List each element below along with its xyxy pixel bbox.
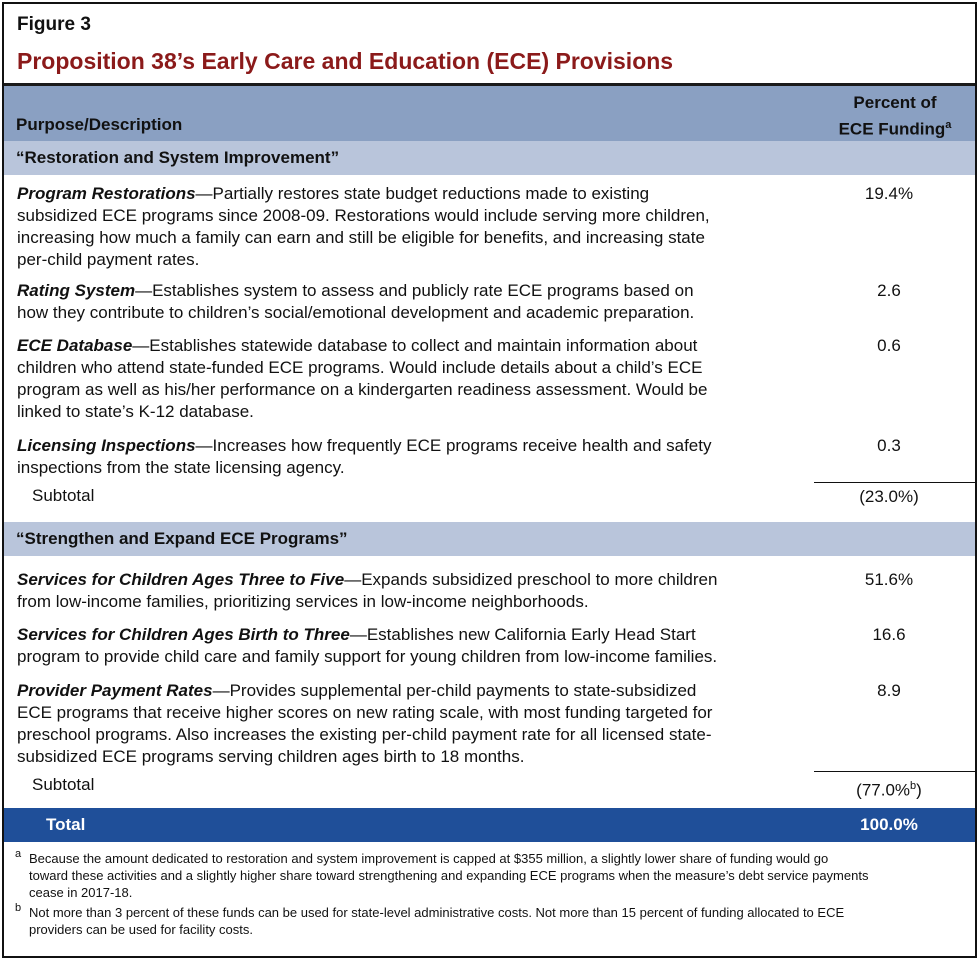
row-desc-line: per-child payment rates. [17, 250, 200, 269]
total-label: Total [46, 815, 86, 834]
row-desc-line: —Increases how frequently ECE programs receive health and safety [195, 436, 712, 455]
subtotal-value-text: (77.0% [856, 780, 911, 800]
figure-title: Proposition 38’s Early Care and Education (ECE) Provisions [17, 48, 674, 74]
footnote-line: Not more than 3 percent of these funds can be used for state-level administrative costs. Not more than 15 percent of funding allocated to ECE [29, 905, 845, 920]
subtotal-value: (23.0%) [859, 487, 919, 506]
column-header-purpose: Purpose/Description [16, 115, 183, 134]
footnote-ref-a: a [945, 119, 952, 131]
row-value: 16.6 [872, 625, 906, 644]
row-term: Services for Children Ages Birth to Three [17, 625, 350, 644]
row-value: 19.4% [864, 184, 914, 203]
row-desc-line: —Establishes new California Early Head Start [349, 625, 696, 644]
section-header-restoration [4, 141, 975, 175]
footnote-line: Because the amount dedicated to restoration and system improvement is capped at $355 million, a slightly lower share of funding would go [29, 851, 829, 866]
row-term: ECE Database [17, 336, 133, 355]
row-desc-line: inspections from the state licensing agency. [17, 458, 345, 477]
column-header-percent-line2 [825, 114, 965, 141]
section-header-strengthen [4, 522, 975, 556]
total-row [4, 808, 975, 842]
row-desc-line: —Establishes system to assess and publicly rate ECE programs based on [135, 281, 694, 300]
row-desc-line: preschool programs. Also increases the existing per-child payment rate for all licensed state- [17, 725, 712, 744]
table-header [4, 83, 975, 141]
table-row-services-birth-to-three [17, 624, 807, 668]
row-value: 0.6 [877, 336, 901, 355]
row-value: 8.9 [877, 681, 901, 700]
row-desc-line: ECE programs that receive higher scores on new rating scale, with most funding targeted for [17, 703, 713, 722]
subtotal-label: Subtotal [32, 775, 95, 794]
row-value: 2.6 [877, 281, 901, 300]
row-desc-line: program to provide child care and family support for young children from low-income families. [17, 647, 718, 666]
subtotal-value-close: ) [916, 780, 922, 800]
column-header-percent [825, 92, 965, 141]
footnote-line: cease in 2017-18. [29, 885, 133, 900]
figure-label: Figure 3 [17, 14, 91, 35]
table-row-licensing-inspections [17, 435, 807, 479]
row-desc-line: how they contribute to children’s social/emotional development and academic preparation. [17, 303, 695, 322]
row-value: 0.3 [877, 436, 901, 455]
footnote-b [14, 904, 969, 938]
subtotal-value [819, 775, 959, 802]
subtotal-label: Subtotal [32, 486, 95, 505]
table-row-rating-system [17, 280, 807, 324]
row-term: Rating System [17, 281, 136, 300]
row-desc-line: children who attend state-funded ECE programs. Would include details about a child’s ECE [17, 358, 703, 377]
column-header-percent-line2-text: ECE Funding [838, 119, 946, 139]
row-desc-line: —Expands subsidized preschool to more children [344, 570, 718, 589]
row-desc-line: program as well as his/her performance on a kindergarten readiness assessment. Would be [17, 380, 708, 399]
footnote-a [14, 850, 969, 901]
row-desc-line: subsidized ECE programs since 2008-09. Restorations would include serving more children, [17, 206, 710, 225]
section-title: “Strengthen and Expand ECE Programs” [16, 529, 348, 548]
subtotal-rule [814, 771, 975, 772]
row-term: Provider Payment Rates [17, 681, 213, 700]
row-desc-line: linked to state’s K-12 database. [17, 402, 254, 421]
row-desc-line: subsidized ECE programs serving children ages birth to 18 months. [17, 747, 525, 766]
row-desc-line: increasing how much a family can earn and still be eligible for benefits, and increasing state [17, 228, 705, 247]
footnote-line: providers can be used for facility costs. [29, 922, 253, 937]
footnote-line: toward these activities and a slightly higher share toward strengthening and expanding ECE programs when the measure’s debt service payments [29, 868, 869, 883]
table-row-program-restorations [17, 183, 807, 271]
table-row-provider-payment-rates [17, 680, 807, 768]
row-desc-line: —Partially restores state budget reductions made to existing [195, 184, 650, 203]
row-term: Services for Children Ages Three to Five [17, 570, 345, 589]
row-desc-line: —Establishes statewide database to collect and maintain information about [132, 336, 698, 355]
footnote-mark: a [15, 848, 22, 860]
footnote-ref-b: b [910, 780, 917, 792]
row-desc-line: —Provides supplemental per-child payments to state-subsidized [212, 681, 697, 700]
subtotal-rule [814, 482, 975, 483]
table-row-services-three-to-five [17, 569, 807, 613]
figure-frame [2, 2, 977, 958]
row-value: 51.6% [864, 570, 914, 589]
row-term: Licensing Inspections [17, 436, 196, 455]
section-title: “Restoration and System Improvement” [16, 148, 340, 167]
row-term: Program Restorations [17, 184, 196, 203]
column-header-percent-line1: Percent of [853, 93, 937, 112]
total-value: 100.0% [860, 815, 918, 834]
footnote-mark: b [15, 902, 22, 914]
row-desc-line: from low-income families, prioritizing services in low-income neighborhoods. [17, 592, 589, 611]
table-row-ece-database [17, 335, 807, 423]
